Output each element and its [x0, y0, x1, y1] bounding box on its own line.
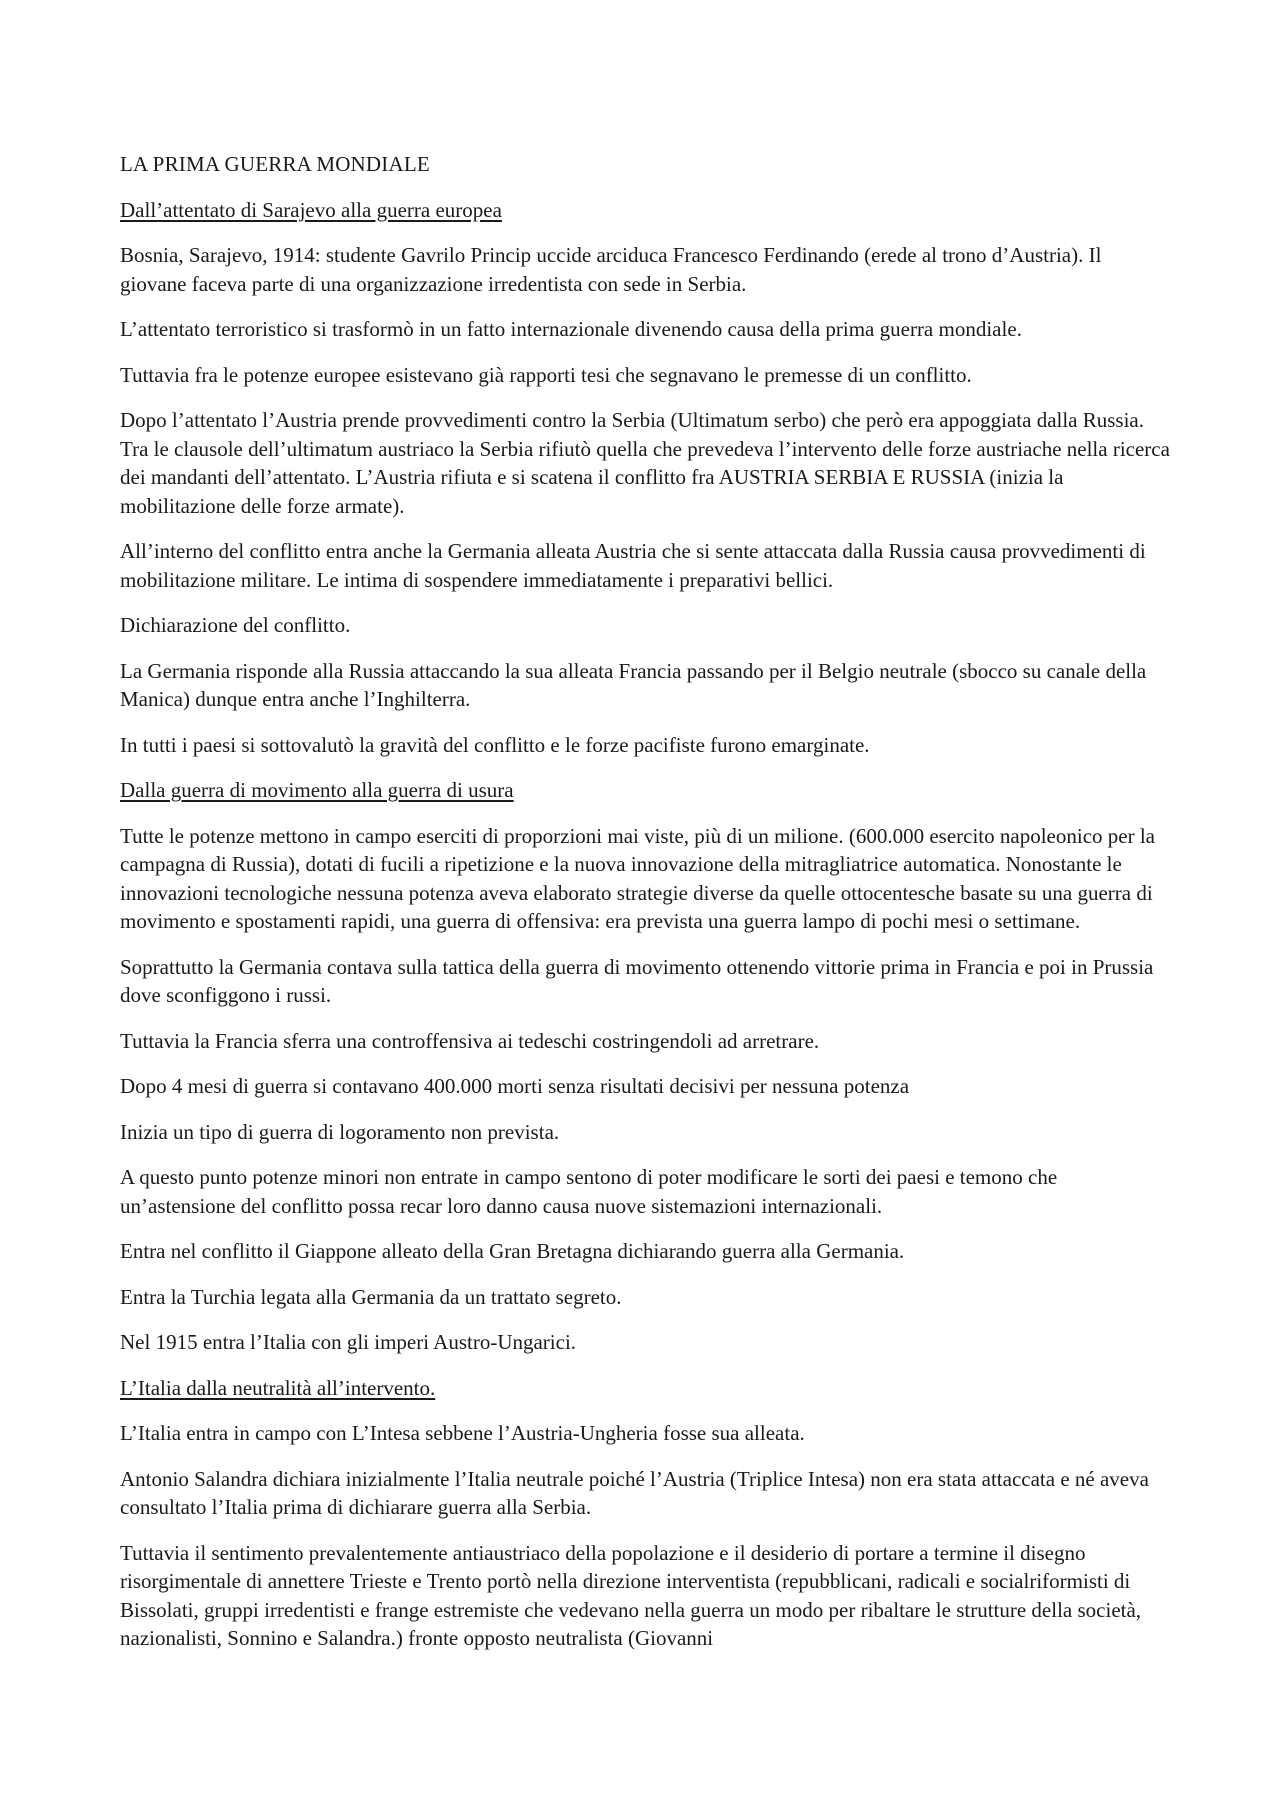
paragraph: Tuttavia il sentimento prevalentemente antiaustriaco della popolazione e il desiderio di portare a termine il disegno risorgimentale di annettere Trieste e Trento portò nella direzione interventista (repubblicani, radicali e socialriformisti di Bissolati, gruppi irredentisti e frange estremiste che vedevano nella guerra un modo per ribaltare le strutture della società, nazionalisti, Sonnino e Salandra.) fronte opposto neutralista (Giovanni: [120, 1540, 1142, 1650]
section-heading: Dall’attentato di Sarajevo alla guerra europea: [120, 197, 502, 222]
paragraph: L’Italia entra in campo con L’Intesa sebbene l’Austria-Ungheria fosse sua alleata.: [120, 1421, 805, 1445]
paragraph: Dopo l’attentato l’Austria prende provvedimenti contro la Serbia (Ultimatum serbo) che però era appoggiata dalla Russia. Tra le clausole dell’ultimatum austriaco la Serbia rifiutò quella che prevedeva l’intervento delle forze austriache nella ricerca dei mandanti dell’attentato. L’Austria rifiuta e si scatena il conflitto fra AUSTRIA SERBIA E RUSSIA (inizia la mobilitazione delle forze armate).: [120, 408, 1170, 518]
paragraph: Dopo 4 mesi di guerra si contavano 400.000 morti senza risultati decisivi per nessuna potenza: [120, 1074, 910, 1098]
paragraph: Tutte le potenze mettono in campo eserciti di proporzioni mai viste, più di un milione. (600.000 esercito napoleonico per la campagna di Russia), dotati di fucili a ripetizione e la nuova innovazione della mitragliatrice automatica. Nonostante le innovazioni tecnologiche nessuna potenza aveva elaborato strategie diverse da quelle ottocentesche basate su una guerra di movimento e spostamenti rapidi, una guerra di offensiva: era prevista una guerra lampo di pochi mesi o settimane.: [120, 823, 1155, 933]
paragraph: Tuttavia fra le potenze europee esistevano già rapporti tesi che segnavano le premesse di un conflitto.: [120, 362, 972, 387]
paragraph: La Germania risponde alla Russia attaccando la sua alleata Francia passando per il Belgio neutrale (sbocco su canale della Manica) dunque entra anche l’Inghilterra.: [120, 658, 1147, 711]
paragraph: Entra nel conflitto il Giappone alleato della Gran Bretagna dichiarando guerra alla Germania.: [120, 1239, 905, 1263]
paragraph: Soprattutto la Germania contava sulla tattica della guerra di movimento ottenendo vittorie prima in Francia e poi in Prussia dove sconfiggono i russi.: [120, 954, 1154, 1007]
section-heading: Dalla guerra di movimento alla guerra di usura: [120, 778, 514, 802]
document-title: LA PRIMA GUERRA MONDIALE: [120, 152, 430, 176]
paragraph: Bosnia, Sarajevo, 1914: studente Gavrilo Princip uccide arciduca Francesco Ferdinando (erede al trono d’Austria). Il giovane faceva parte di una organizzazione irredentista con sede in Serbia.: [120, 243, 1102, 296]
paragraph: All’interno del conflitto entra anche la Germania alleata Austria che si sente attaccata dalla Russia causa provvedimenti di mobilitazione militare. Le intima di sospendere immediatamente i preparativi bellici.: [120, 539, 1146, 592]
paragraph: Tuttavia la Francia sferra una controffensiva ai tedeschi costringendoli ad arretrare.: [120, 1028, 820, 1053]
paragraph: Inizia un tipo di guerra di logoramento non prevista.: [120, 1119, 560, 1144]
paragraph: In tutti i paesi si sottovalutò la gravità del conflitto e le forze pacifiste furono emarginate.: [120, 732, 870, 757]
paragraph: Antonio Salandra dichiara inizialmente l’Italia neutrale poiché l’Austria (Triplice Intesa) non era stata attaccata e né aveva consultato l’Italia prima di dichiarare guerra alla Serbia.: [120, 1466, 1149, 1519]
paragraph: A questo punto potenze minori non entrate in campo sentono di poter modificare le sorti dei paesi e temono che un’astensione del conflitto possa recar loro danno causa nuove sistemazioni internazionali.: [120, 1165, 1058, 1218]
document-page: [120, 150, 1170, 1670]
paragraph: Nel 1915 entra l’Italia con gli imperi Austro-Ungarici.: [120, 1330, 577, 1354]
paragraph: Dichiarazione del conflitto.: [120, 613, 351, 637]
section-heading: L’Italia dalla neutralità all’intervento.: [120, 1375, 436, 1400]
paragraph: Entra la Turchia legata alla Germania da un trattato segreto.: [120, 1284, 622, 1309]
paragraph: L’attentato terroristico si trasformò in un fatto internazionale divenendo causa della prima guerra mondiale.: [120, 317, 1022, 341]
